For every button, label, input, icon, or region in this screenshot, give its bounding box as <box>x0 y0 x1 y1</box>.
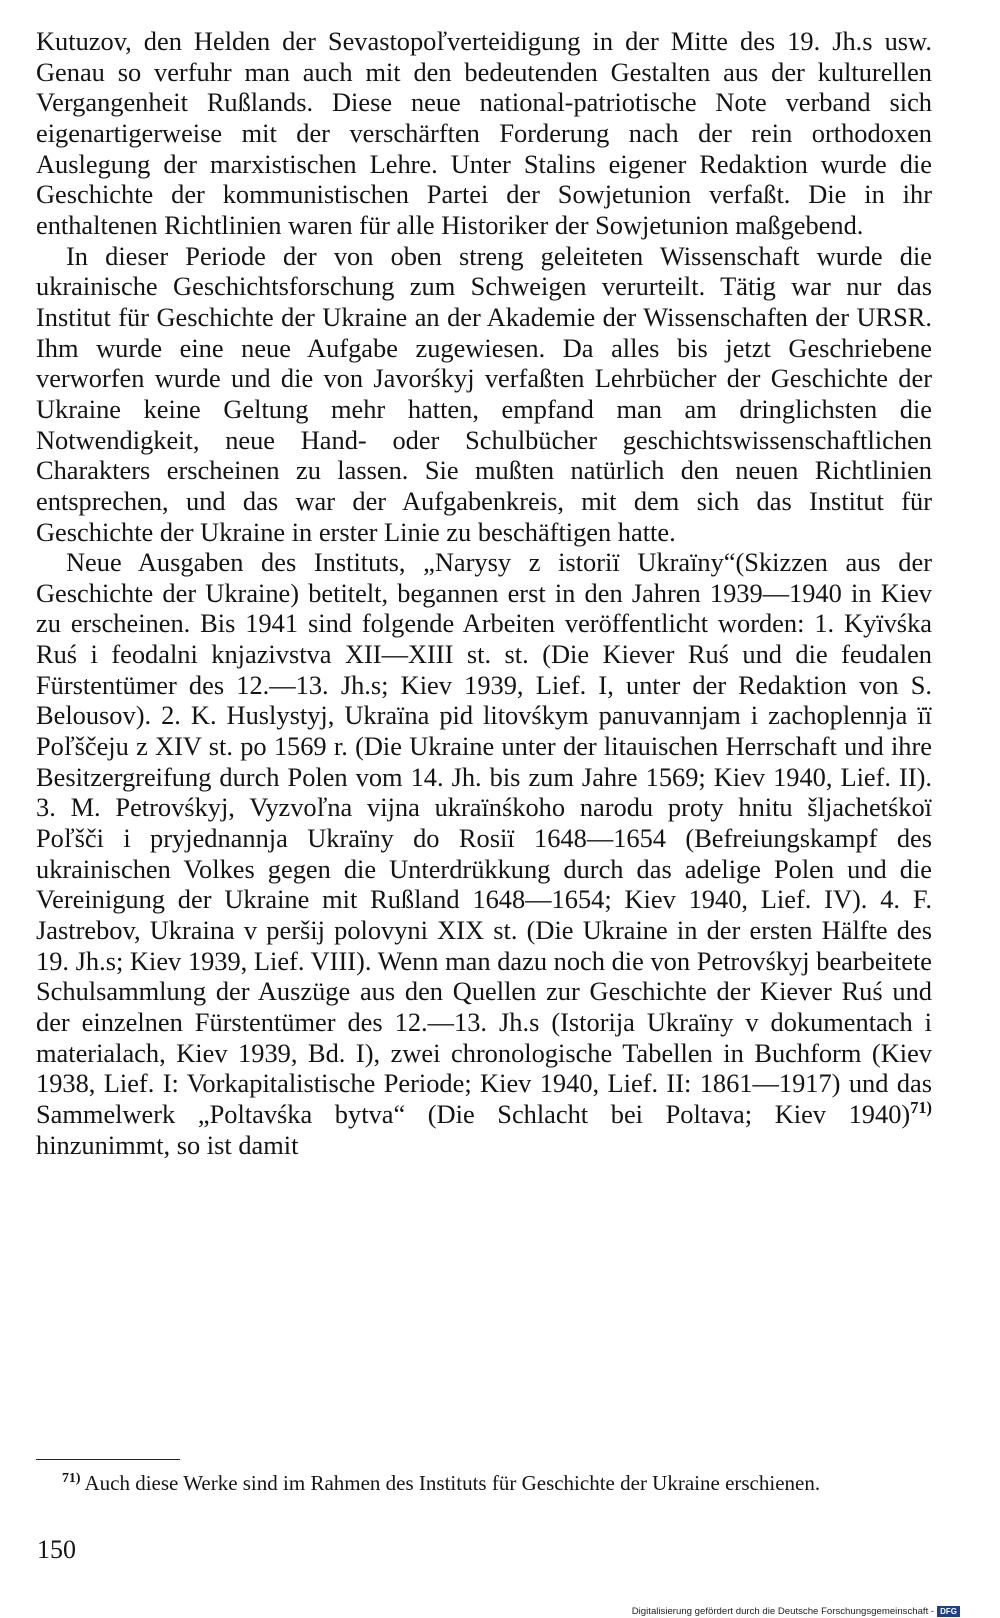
footnote-marker: 71) <box>62 1470 81 1485</box>
paragraph-3 <box>36 547 932 1160</box>
paragraph-3-text: Neue Ausgaben des Instituts, „Narysy z istoriï Ukraïny“(Skizzen aus der Geschichte der Ukraine) betitelt, begannen erst in den Jahren 1939—1940 in Kiev zu erscheinen. Bis 1941 sind folgende Arbeiten veröffentlicht worden: 1. Kyïvśka Ruś i feodalni knjazivstva XII—XIII st. st. (Die Kiever Ruś und die feudalen Fürstentümer des 12.—13. Jh.s; Kiev 1939, Lief. I, unter der Redaktion von S. Belousov). 2. K. Huslystyj, Ukraïna pid litovśkym panuvannjam i zachoplennja ïï Poľščeju z XIV st. po 1569 r. (Die Ukraine unter der litauischen Herrschaft und ihre Besitzergreifung durch Polen vom 14. Jh. bis zum Jahre 1569; Kiev 1940, Lief. II). 3. M. Petrovśkyj, Vyzvoľna vijna ukraïnśkoho narodu proty hnitu šljachetśkoï Poľšči i pryjednannja Ukraïny do Rosiï 1648—1654 (Befreiungskampf des ukrainischen Volkes gegen die Unterdrükkung durch das adelige Polen und die Vereinigung der Ukraine mit Rußland 1648—1654; Kiev 1940, Lief. IV). 4. F. Jastrebov, Ukraina v peršij polovyni XIX st. (Die Ukraine in der ersten Hälfte des 19. Jh.s; Kiev 1939, Lief. VIII). Wenn man dazu noch die von Petrovśkyj bearbeitete Schulsammlung der Auszüge aus den Quellen zur Geschichte der Kiever Ruś und der einzelnen Fürstentümer des 12.—13. Jh.s (Istorija Ukraïny v dokumentach i materialach, Kiev 1939, Bd. I), zwei chronologische Tabellen in Buchform (Kiev 1938, Lief. I: Vorkapitalistische Periode; Kiev 1940, Lief. II: 1861—1917) und das Sammelwerk „Poltavśka bytva“ (Die Schlacht bei Poltava; Kiev 1940) <box>36 547 932 1129</box>
paragraph-2: In dieser Periode der von oben streng geleiteten Wissenschaft wurde die ukrainische Geschichtsforschung zum Schweigen verurteilt. Tätig war nur das Institut für Geschichte der Ukraine an der Akademie der Wissenschaften der URSR. Ihm wurde eine neue Aufgabe zugewiesen. Da alles bis jetzt Geschriebene verworfen wurde und die von Javorśkyj verfaßten Lehrbücher der Geschichte der Ukraine keine Geltung mehr hatten, empfand man am dringlichsten die Notwendigkeit, neue Hand- oder Schulbücher geschichtswissenschaftlichen Charakters erscheinen zu lassen. Sie mußten natürlich den neuen Richtlinien entsprechen, und das war der Aufgabenkreis, mit dem sich das Institut für Geschichte der Ukraine in erster Linie zu beschäftigen hatte. <box>36 240 932 547</box>
page-number: 150 <box>37 1535 76 1564</box>
digitization-credit <box>632 1606 960 1617</box>
paragraph-3-continuation: hinzunimmt, so ist damit <box>36 1129 299 1160</box>
footnote-text: Auch diese Werke sind im Rahmen des Instituts für Geschichte der Ukraine erschienen. <box>84 1471 821 1495</box>
footnote-71 <box>36 1470 932 1496</box>
footnote-divider <box>36 1459 180 1460</box>
main-text <box>36 26 932 1160</box>
credit-text: Digitalisierung gefördert durch die Deutsche Forschungsgemeinschaft - <box>631 1606 935 1617</box>
footnote-reference-71[interactable]: 71) <box>910 1098 932 1118</box>
dfg-logo-icon: DFG <box>937 1606 960 1617</box>
page-body <box>36 26 932 1160</box>
paragraph-1: Kutuzov, den Helden der Sevastopoľverteidigung in der Mitte des 19. Jh.s usw. Genau so verfuhr man auch mit den bedeutenden Gestalten aus der kulturellen Vergangenheit Rußlands. Diese neue national-patriotische Note verband sich eigenartigerweise mit der verschärften Forderung nach der rein orthodoxen Auslegung der marxistischen Lehre. Unter Stalins eigener Redaktion wurde die Geschichte der kommunistischen Partei der Sowjetunion verfaßt. Die in ihr enthaltenen Richtlinien waren für alle Historiker der Sowjetunion maßgebend. <box>36 26 932 240</box>
